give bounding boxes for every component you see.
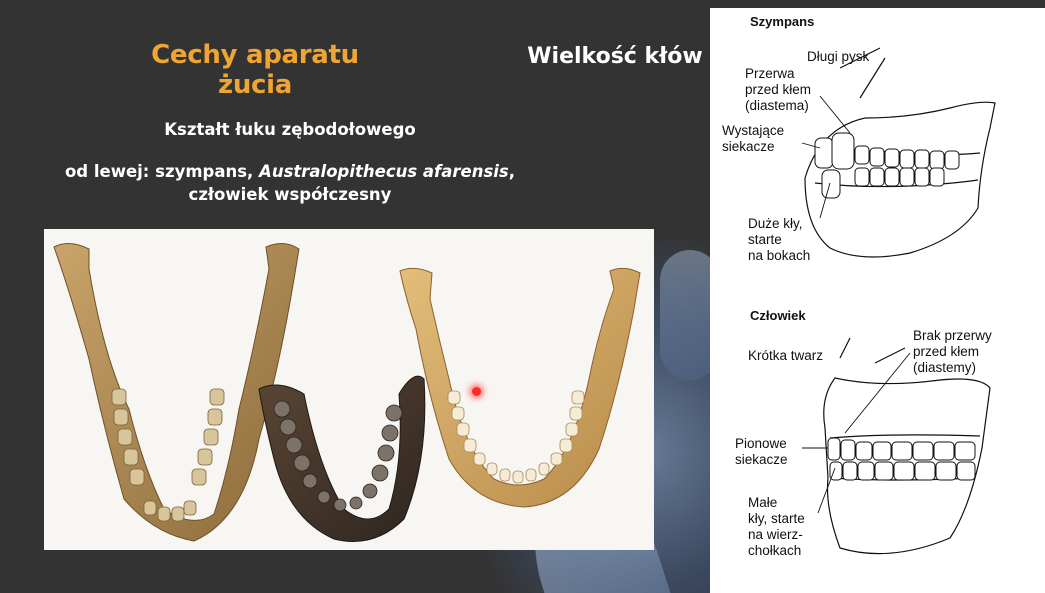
human-mandible <box>400 268 640 507</box>
slide-subtitle: Wielkość kłów <box>527 44 703 69</box>
label-protruding-incisors <box>722 123 784 155</box>
caption-modern-human: człowiek współczesny <box>188 185 392 204</box>
mandibles-photo <box>44 229 654 550</box>
label-no-diastema <box>913 328 992 376</box>
caption-arch-shape: Kształt łuku zębodołowego <box>164 120 416 139</box>
australopithecus-mandible <box>259 376 425 541</box>
label-protruding-incisors-line2: siekacze <box>722 139 775 154</box>
label-small-canines-line4: chołkach <box>748 543 802 558</box>
caption-species: Australopithecus afarensis <box>259 162 509 181</box>
label-vertical-incisors-line2: siekacze <box>735 452 788 467</box>
label-small-canines-line2: kły, starte <box>748 511 805 526</box>
label-small-canines-line3: na wierz- <box>748 527 803 542</box>
caption-specimens <box>50 160 530 206</box>
label-vertical-incisors-line1: Pionowe <box>735 436 787 451</box>
label-large-canines-line1: Duże kły, <box>748 216 803 231</box>
human-heading: Człowiek <box>750 308 806 323</box>
label-small-canines <box>748 495 805 559</box>
chimp-teeth-sketch <box>815 133 959 198</box>
label-diastema-line1: Przerwa <box>745 66 795 81</box>
label-no-diastema-line3: (diastemy) <box>913 360 977 375</box>
chimp-heading: Szympans <box>750 14 815 29</box>
label-short-face: Krótka twarz <box>748 348 824 363</box>
caption-suffix: , <box>508 162 516 181</box>
jaw-comparison-diagram <box>710 8 1045 593</box>
label-large-canines-line2: starte <box>748 232 782 247</box>
label-diastema <box>745 66 811 114</box>
label-no-diastema-line1: Brak przerwy <box>913 328 992 343</box>
mandibles-illustration <box>44 229 654 550</box>
label-large-canines <box>748 216 810 264</box>
label-no-diastema-line2: przed kłem <box>913 344 980 359</box>
slide-title: Cechy aparatu żucia <box>151 40 359 100</box>
human-teeth-sketch <box>828 438 975 480</box>
label-large-canines-line3: na bokach <box>748 248 811 263</box>
label-diastema-line2: przed kłem <box>745 82 812 97</box>
caption-prefix: od lewej: szympans, <box>64 162 260 181</box>
label-small-canines-line1: Małe <box>748 495 778 510</box>
laser-pointer-dot <box>472 387 481 396</box>
label-diastema-line3: (diastema) <box>745 98 809 113</box>
label-vertical-incisors <box>735 436 788 468</box>
human-leader-lines <box>802 353 910 513</box>
label-protruding-incisors-line1: Wystające <box>722 123 785 138</box>
label-long-snout: Długi pysk <box>807 49 870 64</box>
